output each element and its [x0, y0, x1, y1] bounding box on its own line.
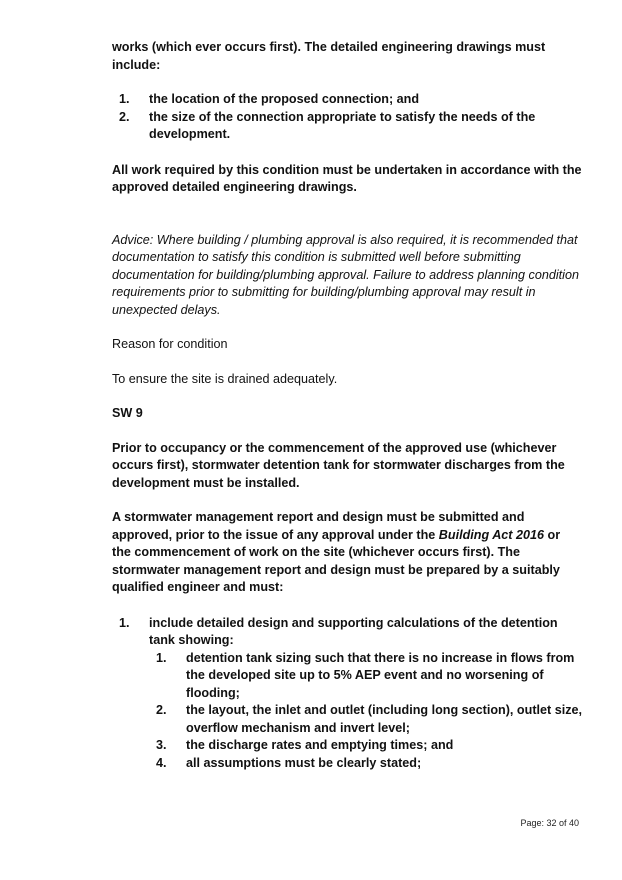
document-page [112, 39, 582, 772]
list-item-number: 1. [119, 92, 130, 106]
sublist-item-number: 3. [156, 738, 167, 752]
sublist-item-number: 1. [156, 650, 167, 665]
report-text-after: or the commencement of work on the site (whichever occurs first). The stormwater management report and design must be prepared by a suitably qualified engineer and must: [112, 527, 561, 594]
advice-paragraph: Advice: Where building / plumbing approval is also required, it is recommended that documentation to satisfy this condition is submitted well before submitting documentation for building/plumbing approval. Failure to address planning condition requirements prior to submitting for building/plumbing approval may result in unexpected delays. [112, 232, 579, 317]
sublist-item-text: all assumptions must be clearly stated; [186, 755, 422, 770]
sublist-item-number: 4. [156, 755, 167, 770]
sublist-item [149, 702, 582, 737]
list-item-text: include detailed design and supporting calculations of the detention tank showing: [149, 615, 558, 647]
list-item-body [149, 615, 582, 773]
condition-heading: SW 9 [112, 406, 143, 420]
list-item-number: 2. [119, 109, 130, 124]
sublist-item [149, 650, 582, 703]
reason-text: To ensure the site is drained adequately. [112, 371, 338, 386]
sublist-item [149, 755, 582, 773]
list-item [112, 109, 582, 144]
report-paragraph [112, 509, 582, 597]
sublist-item-text: the discharge rates and emptying times; and [186, 738, 454, 752]
intro-paragraph: works (which ever occurs first). The detailed engineering drawings must include: [112, 40, 546, 72]
page-number: Page: 32 of 40 [520, 818, 579, 828]
requirements-list [112, 615, 582, 773]
act-name: Building Act 2016 [438, 527, 544, 542]
sublist-item [149, 737, 582, 755]
detention-sublist [149, 650, 582, 773]
drawings-list [112, 91, 582, 144]
list-item-text: the size of the connection appropriate to satisfy the needs of the development. [149, 109, 536, 141]
list-item-number: 1. [119, 615, 130, 630]
sublist-item-text: the layout, the inlet and outlet (including long section), outlet size, overflow mechanism and invert level; [186, 703, 583, 735]
reason-heading: Reason for condition [112, 337, 228, 351]
prior-paragraph: Prior to occupancy or the commencement of the approved use (whichever occurs first), stormwater detention tank for stormwater discharges from the development must be installed. [112, 440, 565, 490]
sublist-item-number: 2. [156, 703, 167, 717]
work-paragraph: All work required by this condition must be undertaken in accordance with the approved detailed engineering drawings. [112, 162, 582, 194]
list-item [112, 615, 582, 773]
list-item-text: the location of the proposed connection; and [149, 92, 420, 106]
sublist-item-text: detention tank sizing such that there is no increase in flows from the developed site up to 5% AEP event and no worsening of flooding; [186, 650, 575, 700]
list-item [112, 91, 582, 109]
report-text-before: A stormwater management report and design must be submitted and approved, prior to the issue of any approval under the [112, 510, 525, 542]
